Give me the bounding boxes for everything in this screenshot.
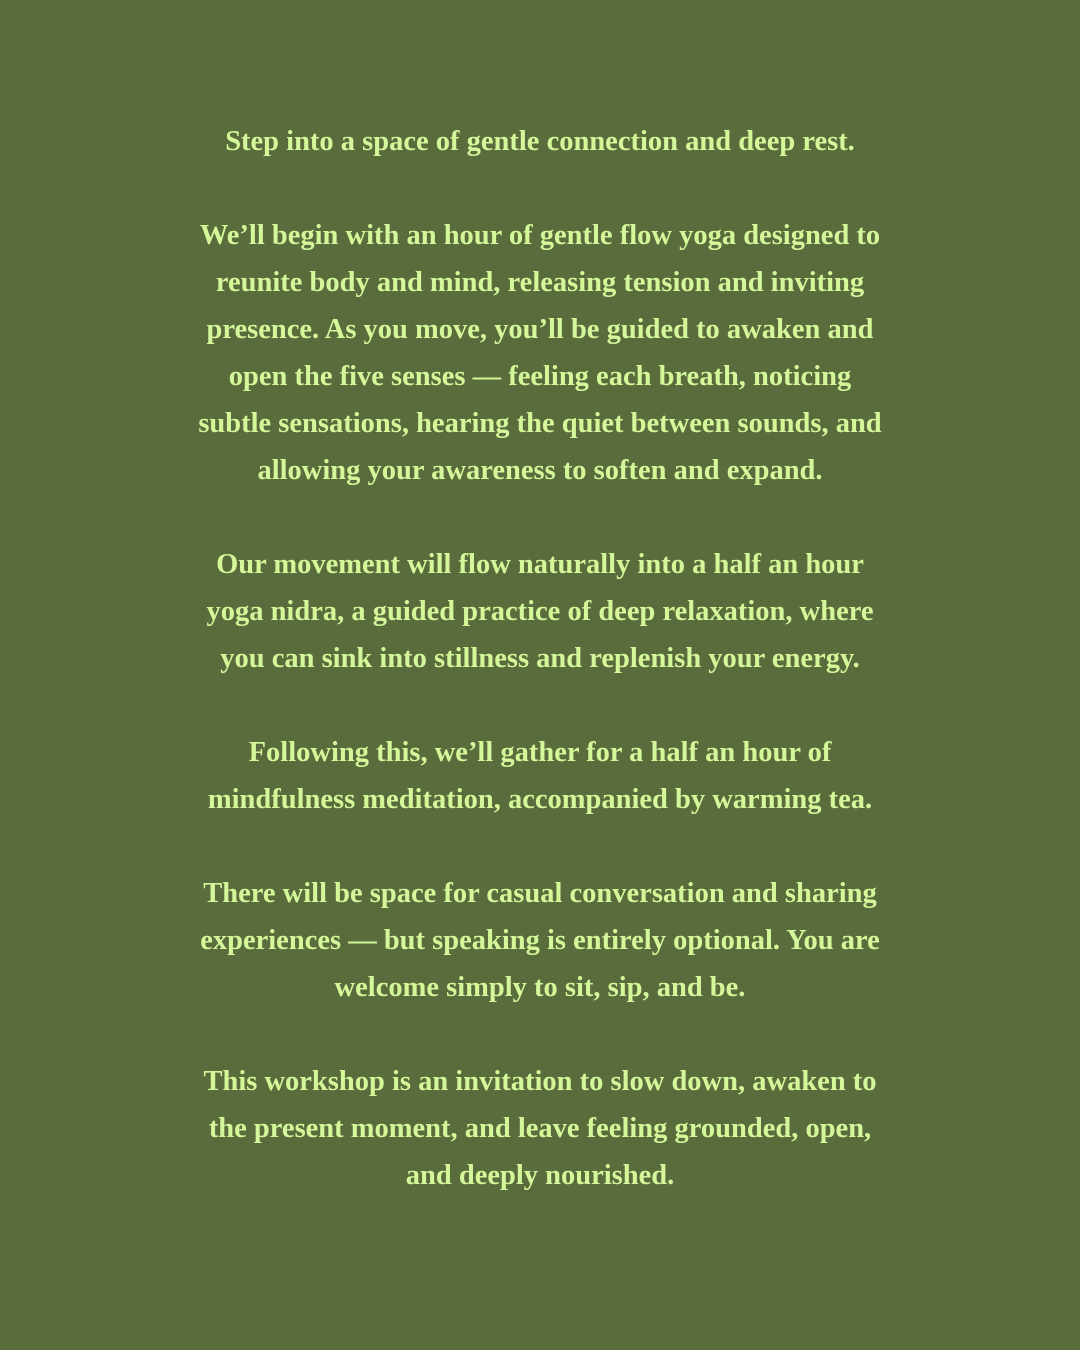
text-line: welcome simply to sit, sip, and be.	[334, 972, 746, 1003]
text-line: mindfulness meditation, accompanied by warming tea.	[207, 784, 873, 815]
intro-paragraph	[0, 118, 1080, 165]
closing-paragraph	[0, 1058, 1080, 1199]
text-line: There will be space for casual conversation and sharing	[203, 878, 877, 909]
meditation-paragraph	[0, 729, 1080, 823]
conversation-paragraph	[0, 870, 1080, 1011]
text-line: This workshop is an invitation to slow down, awaken to	[203, 1066, 877, 1097]
text-line: yoga nidra, a guided practice of deep relaxation, where	[206, 596, 874, 627]
text-line: open the five senses — feeling each breath, noticing	[228, 361, 852, 392]
text-line: Following this, we’ll gather for a half an hour of	[248, 737, 832, 768]
text-line: Step into a space of gentle connection and deep rest.	[225, 126, 855, 157]
text-line: allowing your awareness to soften and expand.	[257, 455, 823, 486]
text-line: you can sink into stillness and replenish your energy.	[220, 643, 860, 674]
workshop-description	[0, 118, 1080, 1246]
text-line: presence. As you move, you’ll be guided to awaken and	[206, 314, 874, 345]
yoga-flow-paragraph	[0, 212, 1080, 494]
text-line: We’ll begin with an hour of gentle flow yoga designed to	[199, 220, 881, 251]
text-line: experiences — but speaking is entirely optional. You are	[200, 925, 880, 956]
text-line: the present moment, and leave feeling grounded, open,	[208, 1113, 872, 1144]
text-line: Our movement will flow naturally into a half an hour	[216, 549, 864, 580]
text-line: subtle sensations, hearing the quiet between sounds, and	[198, 408, 882, 439]
yoga-nidra-paragraph	[0, 541, 1080, 682]
text-line: reunite body and mind, releasing tension and inviting	[215, 267, 865, 298]
text-line: and deeply nourished.	[405, 1160, 675, 1191]
